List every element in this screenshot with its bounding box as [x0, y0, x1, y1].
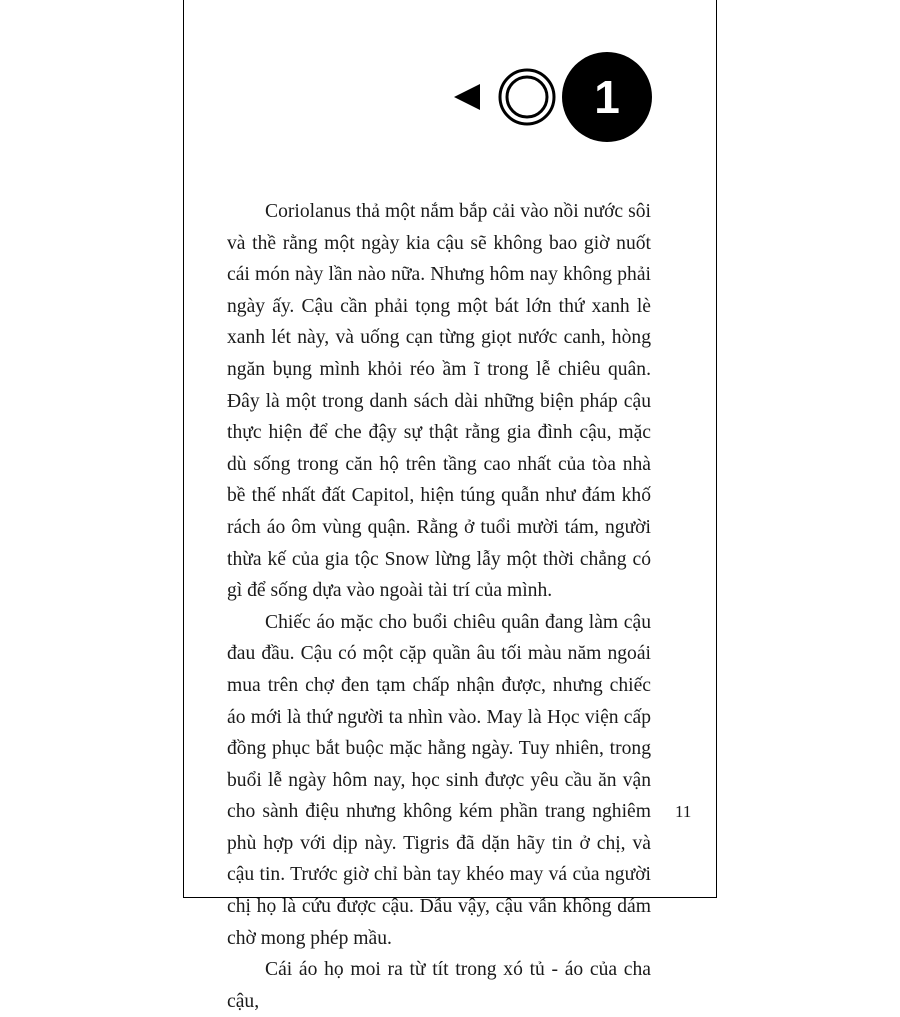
paragraph-2: Chiếc áo mặc cho buổi chiêu quân đang làm cậu đau đầu. Cậu có một cặp quần âu tối màu năm ngoái mua trên chợ đen tạm chấp nhận được, nhưng chiếc áo mới là thứ người ta nhìn vào. May là Học viện cấp đồng phục bắt buộc mặc hằng ngày. Tuy nhiên, trong buổi lễ ngày hôm nay, học sinh được yêu cầu ăn vận cho sành điệu nhưng không kém phần trang nghiêm phù hợp với dịp này. Tigris đã dặn hãy tin ở chị, và cậu tin. Trước giờ chỉ bàn tay khéo may vá của người chị họ là cứu được cậu. Dẫu vậy, cậu vẫn không dám chờ mong phép mầu. — [227, 611, 651, 949]
paragraph-1: Coriolanus thả một nắm bắp cải vào nồi nước sôi và thề rằng một ngày kia cậu sẽ không bao giờ nuốt cái món này lần nào nữa. Nhưng hôm nay không phải ngày ấy. Cậu cần phải tọng một bát lớn thứ xanh lè xanh lét này, và uống cạn từng giọt nước canh, hòng ngăn bụng mình khỏi réo ầm ĩ trong lễ chiêu quân. Đây là một trong danh sách dài những biện pháp cậu thực hiện để che đậy sự thật rằng gia đình cậu, mặc dù sống trong căn hộ trên tầng cao nhất của tòa nhà bề thế nhất đất Capitol, hiện túng quẫn như đám khố rách áo ôm vùng quận. Rằng ở tuổi mười tám, người thừa kế của gia tộc Snow lừng lẫy một thời chẳng có gì để sống dựa vào ngoài tài trí của mình. — [227, 201, 651, 602]
left-triangle-icon — [454, 84, 480, 110]
double-ring-icon-inner — [507, 77, 547, 117]
chapter-number: 1 — [594, 71, 620, 123]
paragraph-3: Cái áo họ moi ra từ tít trong xó tủ - áo của cha cậu, — [227, 959, 651, 1012]
chapter-body — [227, 196, 651, 1017]
page-number: 11 — [675, 802, 692, 821]
